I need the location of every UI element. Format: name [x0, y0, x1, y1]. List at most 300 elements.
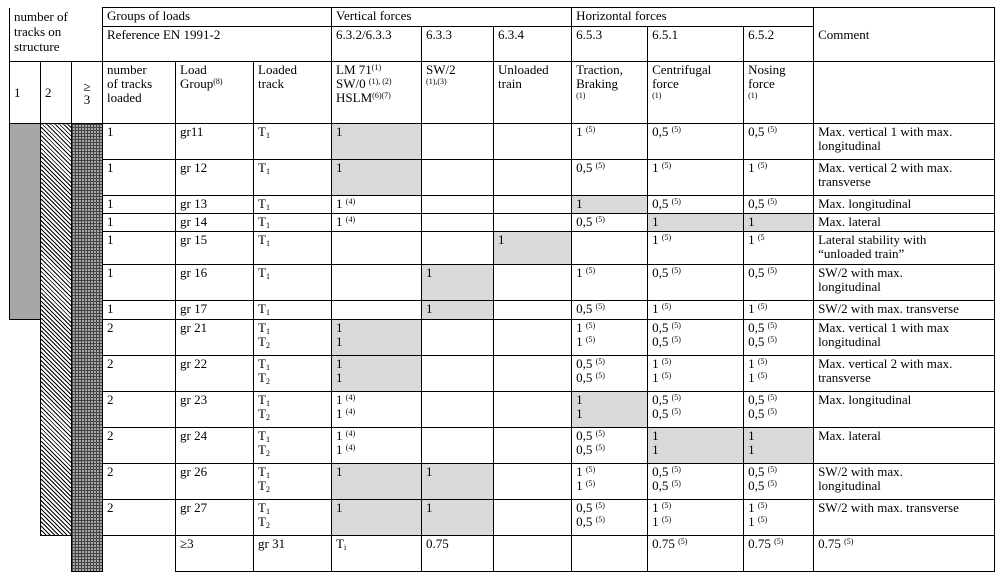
header-reference: Reference EN 1991-2 — [103, 27, 332, 62]
load-group: gr 16 — [176, 265, 254, 301]
nos-value — [748, 371, 809, 385]
cell-nos — [744, 214, 814, 232]
cent-number: 0,5 — [652, 478, 669, 493]
comment-line: Max. longitudinal — [818, 196, 912, 211]
cent-number: 0,5 — [652, 320, 669, 335]
loaded-track — [254, 392, 332, 428]
num-tracks-loaded: 2 — [103, 464, 176, 500]
comment — [814, 265, 995, 301]
footnote-ref: (5) — [767, 479, 777, 488]
trac-value — [576, 393, 643, 407]
cell-unl — [494, 265, 572, 301]
track-label — [258, 407, 327, 421]
loaded-track — [254, 124, 332, 160]
header-traction-l2: Braking — [576, 76, 618, 91]
track-letter: T — [258, 392, 266, 407]
nos-number: 1 — [748, 514, 755, 529]
nos-value — [748, 429, 809, 443]
header-load-group-text: Group — [180, 76, 214, 91]
cell-nos — [744, 301, 814, 320]
cell-sw2 — [422, 392, 494, 428]
footnote-ref: (5) — [678, 537, 688, 546]
cent-value — [652, 515, 739, 529]
comment-line: longitudinal — [818, 334, 881, 349]
cell-cent — [648, 464, 744, 500]
table-row — [10, 392, 995, 428]
trac-number: 0,5 — [576, 370, 593, 385]
nos-value — [748, 215, 809, 229]
header-clause-nosing: 6.5.2 — [744, 27, 814, 62]
header-loaded-track-l1: Loaded — [258, 62, 297, 77]
track-label — [258, 515, 327, 529]
header-centrifugal — [648, 62, 744, 124]
header-loaded-track-l2: track — [258, 76, 284, 91]
cell-trac — [572, 464, 648, 500]
comment — [814, 392, 995, 428]
cent-number: 1 — [652, 160, 659, 175]
cell-unl — [494, 356, 572, 392]
nos-number: 0,5 — [748, 320, 765, 335]
footnote-ref: (5) — [757, 161, 768, 170]
lm71-value — [426, 537, 489, 551]
num-tracks-loaded: 2 — [103, 320, 176, 356]
table-row — [10, 196, 995, 214]
nos-value — [748, 335, 809, 349]
cell-lm71 — [332, 464, 422, 500]
cell-sw2 — [422, 500, 494, 536]
footnote-ref: (4) — [345, 443, 356, 452]
num-tracks-loaded: 1 — [103, 196, 176, 214]
header-lm71-l2 — [336, 77, 417, 91]
footnote-ref: (5) — [661, 357, 672, 366]
nos-number: 1 — [748, 160, 755, 175]
track-index: 1 — [265, 507, 270, 516]
track-letter: T — [258, 442, 266, 457]
cell-nos — [744, 160, 814, 196]
cell-sw2 — [422, 160, 494, 196]
footnote-ref: (5 — [757, 233, 765, 242]
trac-number: 0,5 — [576, 442, 593, 457]
header-load-group-l2 — [180, 77, 249, 91]
header-tracks-3-symbol: ≥ — [83, 78, 91, 94]
table-row — [10, 214, 995, 232]
loaded-track — [254, 320, 332, 356]
cent-value — [652, 266, 739, 280]
trac-value — [576, 371, 643, 385]
table-row — [10, 536, 995, 572]
comment — [814, 500, 995, 536]
track-index: i — [344, 543, 347, 552]
sw2-number: 1 — [426, 464, 433, 479]
cell-sw2 — [422, 356, 494, 392]
footnote-ref: (5) — [671, 479, 681, 488]
indicator-one-track — [10, 124, 41, 320]
cell-trac — [572, 392, 648, 428]
track-letter: T — [258, 320, 266, 335]
track-label — [258, 429, 327, 443]
track-label — [258, 302, 327, 316]
track-index: 2 — [265, 449, 270, 458]
footnote-ref: (5) — [585, 335, 596, 344]
footnote-ref: (5) — [661, 515, 672, 524]
footnote-ref: (5) — [671, 197, 681, 206]
cell-trac — [572, 500, 648, 536]
comment-line: longitudinal — [818, 279, 881, 294]
trac-number: 1 — [576, 320, 583, 335]
trac-number: 0,5 — [576, 356, 593, 371]
track-letter: T — [258, 232, 266, 247]
comment-line: SW/2 with max. transverse — [818, 500, 959, 515]
header-hslm-text: HSLM — [336, 90, 373, 105]
header-loaded-track — [254, 62, 332, 124]
footnote-ref: (6)(7) — [372, 91, 391, 100]
cent-value — [652, 335, 739, 349]
load-group: gr 27 — [176, 500, 254, 536]
cell-nos — [744, 500, 814, 536]
header-clause-sw2: 6.3.3 — [422, 27, 494, 62]
sw2-number: 1 — [426, 500, 433, 515]
cell-sw2 — [494, 536, 572, 572]
nos-value — [748, 161, 809, 175]
header-centrifugal-l1: Centrifugal — [652, 62, 712, 77]
nos-value — [748, 125, 809, 139]
comment — [814, 196, 995, 214]
lm71-number: 1 — [336, 214, 343, 229]
nos-number: 0,5 — [748, 406, 765, 421]
footnote-ref: (5) — [661, 161, 672, 170]
cell-cent — [648, 232, 744, 265]
footnote-ref: (5) — [671, 465, 681, 474]
cell-lm71 — [332, 392, 422, 428]
header-row-1 — [10, 8, 995, 27]
lm71-value — [336, 125, 417, 139]
cell-trac — [572, 214, 648, 232]
cell-sw2 — [422, 232, 494, 265]
track-label — [258, 125, 327, 139]
footnote-ref: (5) — [661, 302, 672, 311]
header-traction — [572, 62, 648, 124]
header-lm71-l3 — [336, 91, 417, 105]
nos-number: 1 — [748, 356, 755, 371]
nos-number: 0,5 — [748, 196, 765, 211]
track-index: 1 — [265, 308, 270, 317]
cent-number: 1 — [652, 214, 659, 229]
footnote-ref: (5) — [757, 515, 768, 524]
cent-number: 0,5 — [652, 464, 669, 479]
cent-value — [652, 215, 739, 229]
lm71-value — [336, 335, 417, 349]
track-label — [258, 371, 327, 385]
nos-number: 1 — [748, 442, 755, 457]
cell-cent — [648, 214, 744, 232]
cent-number: 1 — [652, 370, 659, 385]
trac-number: 1 — [576, 392, 583, 407]
lm71-value — [336, 321, 417, 335]
lm71-number: 1 — [336, 160, 343, 175]
nos-number: 1 — [748, 301, 755, 316]
trac-number: 1 — [576, 406, 583, 421]
cell-lm71 — [332, 301, 422, 320]
track-index: 1 — [265, 435, 270, 444]
sw2-number: 1 — [426, 265, 433, 280]
track-label — [258, 465, 327, 479]
header-num-tracks-loaded — [103, 62, 176, 124]
cell-unl — [494, 124, 572, 160]
comment — [814, 356, 995, 392]
cent-value — [652, 321, 739, 335]
footnote-ref: (1) — [576, 91, 586, 100]
comment-line: Max. lateral — [818, 214, 881, 229]
nos-value — [748, 443, 809, 457]
cell-trac — [572, 301, 648, 320]
track-label — [258, 161, 327, 175]
footnote-ref: (5) — [595, 443, 605, 452]
cent-value — [652, 302, 739, 316]
footnote-ref: (5) — [595, 429, 605, 438]
nos-value — [748, 465, 809, 479]
cell-cent — [648, 265, 744, 301]
footnote-ref: (5) — [757, 501, 768, 510]
cent-value — [652, 501, 739, 515]
unl-value — [498, 233, 567, 247]
footnote-ref: (5) — [671, 321, 681, 330]
nos-value — [748, 233, 809, 247]
cent-value — [652, 371, 739, 385]
cent-number: 0,5 — [652, 265, 669, 280]
trac-number: 0.75 — [652, 536, 675, 551]
cell-sw2 — [422, 214, 494, 232]
trac-value — [576, 407, 643, 421]
cell-unl — [494, 214, 572, 232]
track-letter: T — [258, 514, 266, 529]
lm71-number: 1 — [336, 320, 343, 335]
trac-value — [576, 335, 643, 349]
cent-value — [652, 161, 739, 175]
lm71-value — [336, 501, 417, 515]
track-index: 1 — [265, 272, 270, 281]
loaded-track — [254, 301, 332, 320]
track-label — [258, 393, 327, 407]
track-letter: T — [258, 196, 266, 211]
comment-line: longitudinal — [818, 478, 881, 493]
trac-number: 0,5 — [576, 214, 593, 229]
track-letter: T — [258, 500, 266, 515]
comment — [814, 160, 995, 196]
cell-lm71 — [332, 196, 422, 214]
trac-number: 1 — [576, 334, 583, 349]
footnote-ref: (1), (2) — [368, 77, 392, 86]
num-tracks-loaded: 2 — [103, 428, 176, 464]
cell-trac — [572, 356, 648, 392]
comment — [814, 301, 995, 320]
table-body — [10, 8, 995, 572]
load-group: gr 31 — [254, 536, 332, 572]
footnote-ref: (5) — [757, 371, 768, 380]
load-group: gr 24 — [176, 428, 254, 464]
indicator-three-tracks — [72, 124, 103, 572]
cell-nos — [744, 196, 814, 214]
nos-number: 0,5 — [748, 392, 765, 407]
header-load-group — [176, 62, 254, 124]
lm71-value — [336, 393, 417, 407]
lm71-number: 1 — [336, 428, 343, 443]
cent-value — [652, 465, 739, 479]
trac-value — [652, 537, 739, 551]
loaded-track — [332, 536, 422, 572]
footnote-ref: (5) — [671, 393, 681, 402]
trac-value — [576, 429, 643, 443]
cell-nos — [744, 392, 814, 428]
cell-trac — [572, 428, 648, 464]
track-letter: T — [258, 214, 266, 229]
cent-number: 1 — [652, 442, 659, 457]
lm71-number: 1 — [336, 406, 343, 421]
trac-number: 0,5 — [576, 301, 593, 316]
footnote-ref: (5) — [595, 357, 605, 366]
header-num-tracks-loaded-l3: loaded — [107, 90, 142, 105]
cell-lm71 — [332, 232, 422, 265]
table-row — [10, 232, 995, 265]
track-index: 1 — [265, 327, 270, 336]
footnote-ref: (5) — [595, 215, 605, 224]
cent-number: 0.75 — [748, 536, 771, 551]
cent-value — [652, 393, 739, 407]
footnote-ref: (4) — [345, 429, 356, 438]
lm71-number: 1 — [336, 464, 343, 479]
cell-nos — [744, 464, 814, 500]
track-index: 1 — [265, 239, 270, 248]
trac-value — [576, 125, 643, 139]
num-tracks-loaded: 1 — [103, 160, 176, 196]
track-letter: T — [258, 478, 266, 493]
sw2-value — [426, 266, 489, 280]
comment-line: Lateral stability with — [818, 232, 927, 247]
cell-nos — [744, 356, 814, 392]
load-group: gr 26 — [176, 464, 254, 500]
cent-number: 1 — [652, 514, 659, 529]
cell-unl — [494, 428, 572, 464]
cent-number: 0,5 — [652, 392, 669, 407]
comment-line: SW/2 with max. — [818, 265, 903, 280]
cell-sw2 — [422, 124, 494, 160]
nos-value — [818, 537, 990, 551]
cent-value — [652, 233, 739, 247]
num-tracks-loaded: 2 — [103, 392, 176, 428]
nos-number: 1 — [748, 370, 755, 385]
footnote-ref: (5) — [774, 537, 784, 546]
footnote-ref: (5) — [595, 302, 605, 311]
track-index: 2 — [265, 341, 270, 350]
header-sw2-l1: SW/2 — [426, 62, 456, 77]
indicator-blank — [41, 536, 72, 572]
trac-value — [576, 161, 643, 175]
cent-value — [652, 125, 739, 139]
track-label — [258, 321, 327, 335]
footnote-ref: (5) — [671, 125, 681, 134]
cell-lm71 — [332, 428, 422, 464]
comment-line: Max. vertical 1 with max — [818, 320, 950, 335]
nos-number: 1 — [748, 500, 755, 515]
header-tracks-3 — [72, 62, 103, 124]
trac-value — [576, 479, 643, 493]
footnote-ref: (1),(3) — [426, 77, 447, 86]
nos-value — [748, 302, 809, 316]
footnote-ref: (5) — [595, 501, 605, 510]
num-tracks-loaded: 1 — [103, 232, 176, 265]
cent-number: 0,5 — [652, 334, 669, 349]
track-letter: T — [258, 160, 266, 175]
cent-number: 1 — [652, 301, 659, 316]
cent-value — [652, 197, 739, 211]
nos-number: 0,5 — [748, 478, 765, 493]
cell-trac — [572, 196, 648, 214]
num-tracks-loaded: 1 — [103, 265, 176, 301]
header-clause-unloaded: 6.3.4 — [494, 27, 572, 62]
cell-nos — [744, 320, 814, 356]
cell-unl — [494, 196, 572, 214]
footnote-ref: (4) — [345, 393, 356, 402]
cell-cent — [648, 356, 744, 392]
comment — [814, 320, 995, 356]
lm71-number: 1 — [336, 500, 343, 515]
cell-unl — [494, 500, 572, 536]
cell-lm71 — [332, 500, 422, 536]
cell-nos — [814, 536, 995, 572]
footnote-ref: (5) — [767, 465, 777, 474]
cell-cent — [648, 428, 744, 464]
track-letter: T — [258, 124, 266, 139]
cell-sw2 — [422, 265, 494, 301]
cell-cent — [648, 124, 744, 160]
load-group: gr 13 — [176, 196, 254, 214]
header-tracks-1: 1 — [10, 62, 41, 124]
cell-unl — [494, 160, 572, 196]
num-tracks-loaded: 1 — [103, 124, 176, 160]
trac-value — [576, 501, 643, 515]
table-row — [10, 356, 995, 392]
num-tracks-loaded: ≥3 — [176, 536, 254, 572]
header-tracks-3-number: 3 — [83, 91, 91, 107]
load-group: gr 12 — [176, 160, 254, 196]
trac-value — [576, 197, 643, 211]
track-letter: T — [258, 301, 266, 316]
loaded-track — [254, 232, 332, 265]
header-tracks-2: 2 — [41, 62, 72, 124]
footnote-ref: (5) — [757, 302, 768, 311]
cell-unl — [494, 464, 572, 500]
footnote-ref: (5) — [767, 266, 777, 275]
cent-number: 1 — [652, 232, 659, 247]
cell-unl — [494, 320, 572, 356]
cell-sw2 — [422, 196, 494, 214]
track-label — [258, 501, 327, 515]
lm71-value — [336, 197, 417, 211]
cell-cent — [648, 301, 744, 320]
cent-value — [652, 479, 739, 493]
comment-line: Max. lateral — [818, 428, 881, 443]
lm71-number: 1 — [336, 442, 343, 457]
loaded-track — [254, 265, 332, 301]
lm71-number: 0.75 — [426, 536, 449, 551]
loaded-track — [254, 500, 332, 536]
header-nosing-l1: Nosing — [748, 62, 786, 77]
nos-value — [748, 321, 809, 335]
loaded-track — [254, 196, 332, 214]
trac-value — [576, 357, 643, 371]
footnote-ref: (5) — [661, 233, 672, 242]
nos-number: 1 — [748, 232, 755, 247]
footnote-ref: (5) — [767, 321, 777, 330]
